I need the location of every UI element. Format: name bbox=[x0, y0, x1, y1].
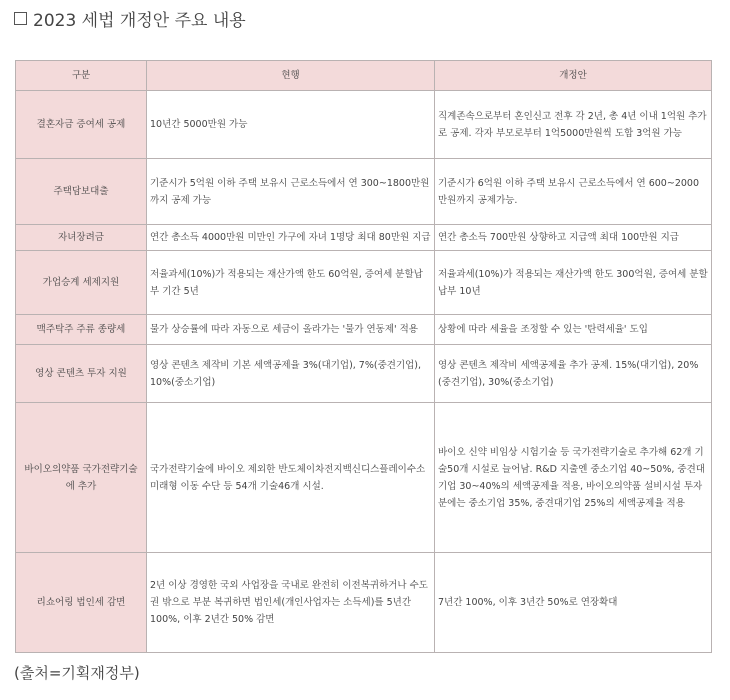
page-title bbox=[14, 6, 246, 30]
row-current: 10년간 5000만원 가능 bbox=[147, 91, 435, 159]
row-proposed: 직계존속으로부터 혼인신고 전후 각 2년, 총 4년 이내 1억원 추가로 공제. 각자 부모로부터 1억5000만원씩 도합 3억원 가능 bbox=[435, 91, 712, 159]
header-category: 구분 bbox=[16, 61, 147, 91]
table-row bbox=[16, 315, 712, 345]
row-category: 주택담보대출 bbox=[16, 159, 147, 225]
row-proposed: 영상 콘텐츠 제작비 세액공제율 추가 공제. 15%(대기업), 20%(중견기업), 30%(중소기업) bbox=[435, 345, 712, 403]
row-current: 기준시가 5억원 이하 주택 보유시 근로소득에서 연 300~1800만원까지 공제 가능 bbox=[147, 159, 435, 225]
table-row bbox=[16, 159, 712, 225]
row-proposed: 바이오 신약 비임상 시험기술 등 국가전략기술로 추가해 62개 기술50개 시설로 늘어남. R&D 지출엔 중소기업 40~50%, 중견대기업 30~40%의 세액공제율 적용, 바이오의약품 설비시설 투자분에는 중소기업 35%, 중견대기업 25%의 세액공제율 적용 bbox=[435, 403, 712, 553]
page-title-text: 2023 세법 개정안 주요 내용 bbox=[33, 10, 246, 31]
header-proposed: 개정안 bbox=[435, 61, 712, 91]
table-row bbox=[16, 251, 712, 315]
row-proposed: 기준시가 6억원 이하 주택 보유시 근로소득에서 연 600~2000만원까지 공제가능. bbox=[435, 159, 712, 225]
table-row bbox=[16, 403, 712, 553]
table-row bbox=[16, 225, 712, 251]
row-current: 물가 상승률에 따라 자동으로 세금이 올라가는 '물가 연동제' 적용 bbox=[147, 315, 435, 345]
row-category: 자녀장려금 bbox=[16, 225, 147, 251]
checkbox-icon bbox=[14, 12, 27, 25]
row-category: 리쇼어링 법인세 감면 bbox=[16, 553, 147, 653]
row-proposed: 상황에 따라 세율을 조정할 수 있는 '탄력세율' 도입 bbox=[435, 315, 712, 345]
row-current: 저율과세(10%)가 적용되는 재산가액 한도 60억원, 증여세 분할납부 기간 5년 bbox=[147, 251, 435, 315]
header-current: 현행 bbox=[147, 61, 435, 91]
row-current: 국가전략기술에 바이오 제외한 반도체이차전지백신디스플레이수소미래형 이동 수단 등 54개 기술46개 시설. bbox=[147, 403, 435, 553]
table-row bbox=[16, 345, 712, 403]
row-proposed: 저율과세(10%)가 적용되는 재산가액 한도 300억원, 증여세 분할납부 10년 bbox=[435, 251, 712, 315]
row-category: 바이오의약품 국가전략기술에 추가 bbox=[16, 403, 147, 553]
table-row bbox=[16, 91, 712, 159]
row-current: 연간 총소득 4000만원 미만인 가구에 자녀 1명당 최대 80만원 지급 bbox=[147, 225, 435, 251]
row-current: 영상 콘텐츠 제작비 기본 세액공제율 3%(대기업), 7%(중견기업), 10%(중소기업) bbox=[147, 345, 435, 403]
row-category: 가업승계 세제지원 bbox=[16, 251, 147, 315]
row-proposed: 연간 총소득 700만원 상향하고 지급액 최대 100만원 지급 bbox=[435, 225, 712, 251]
row-category: 결혼자금 증여세 공제 bbox=[16, 91, 147, 159]
table-row bbox=[16, 553, 712, 653]
row-category: 맥주탁주 주류 종량세 bbox=[16, 315, 147, 345]
row-proposed: 7년간 100%, 이후 3년간 50%로 연장확대 bbox=[435, 553, 712, 653]
tax-reform-table bbox=[15, 60, 712, 653]
row-current: 2년 이상 경영한 국외 사업장을 국내로 완전히 이전복귀하거나 수도권 밖으로 부분 복귀하면 법인세(개인사업자는 소득세)를 5년간 100%, 이후 2년간 50% 감면 bbox=[147, 553, 435, 653]
table-header-row bbox=[16, 61, 712, 91]
source-caption: (출처=기획재정부) bbox=[14, 664, 140, 682]
row-category: 영상 콘텐츠 투자 지원 bbox=[16, 345, 147, 403]
